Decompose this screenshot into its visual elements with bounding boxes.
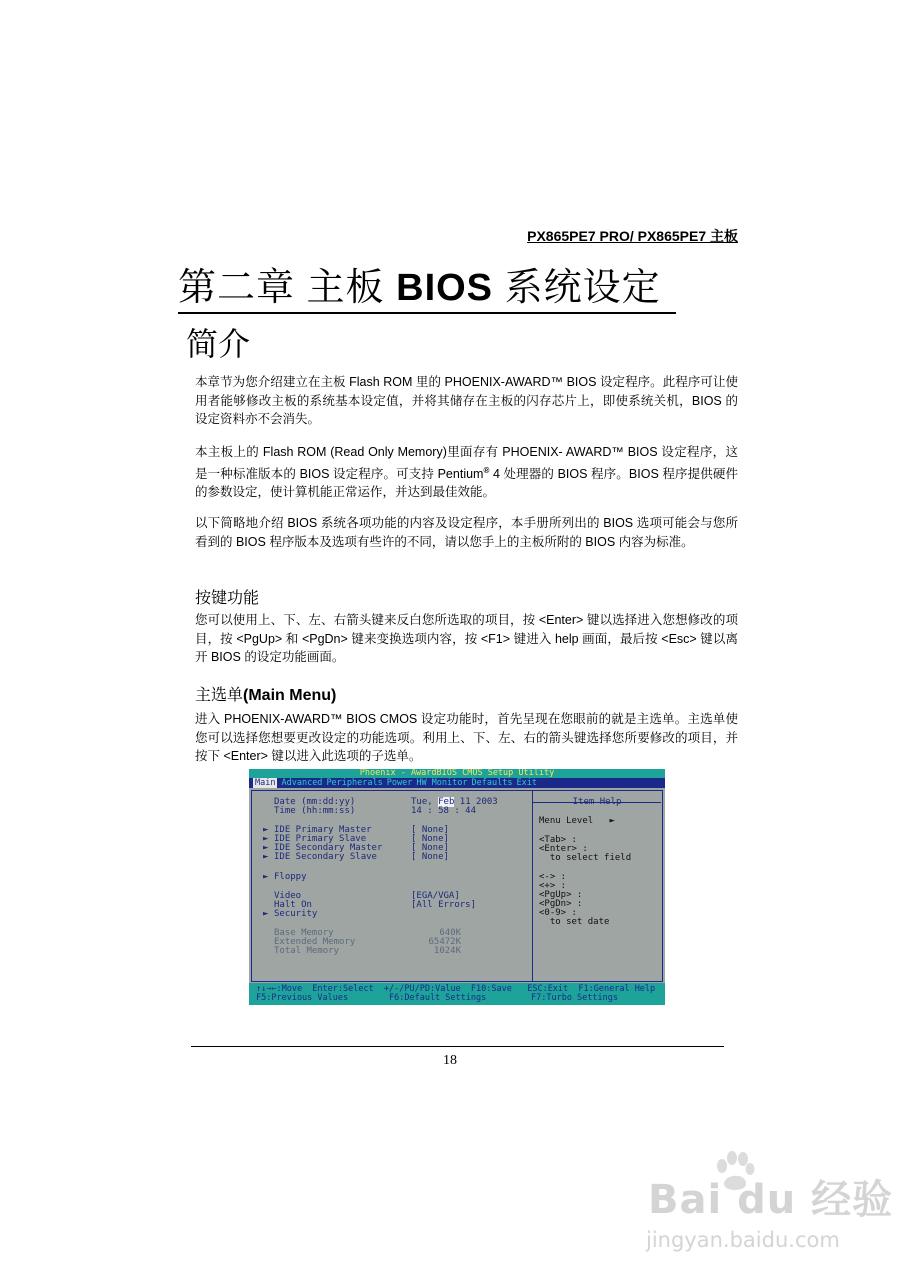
bios-menu-power[interactable]: Power [386,778,413,788]
bios-ide-value: [ None] [411,834,449,844]
bios-menu-advanced[interactable]: Advanced [281,778,323,788]
bios-extended-memory-value: 65472K [428,937,461,947]
bios-help-line: <0-9> : [539,908,577,918]
page-number: 18 [443,1053,457,1068]
bios-panel-divider [532,790,533,981]
bios-date-month-selected[interactable]: Feb [438,797,455,807]
paragraph-3: 以下简略地介绍 BIOS 系统各项功能的内容及设定程序，本手册所列出的 BIOS 选项可能会与您所看到的 BIOS 程序版本及选项有些许的不同，请以您手上的主板所附的 BIOS 内容为标准。 [195,516,738,549]
bios-item-help-title: Item Help [572,797,622,807]
bios-time-value[interactable]: 14 : 58 : 44 [411,806,477,816]
bios-menu-peripherals[interactable]: Peripherals [326,778,383,788]
bios-help-line: <PgUp> : [539,890,583,900]
bios-ide-secondary-master[interactable]: IDE Secondary Master [274,843,383,853]
bios-help-line: <PgDn> : [539,899,583,909]
bios-video-label[interactable]: Video [274,891,302,901]
baidu-watermark [642,1150,894,1270]
bios-time-label[interactable]: Time (hh:mm:ss) [274,806,356,816]
paragraph-2: 本主板上的 Flash ROM (Read Only Memory)里面存有 PHOENIX- AWARD™ BIOS 设定程序，这是一种标准版本的 BIOS 设定程序。可支持 Pentium® 4 处理器的 BIOS 程序。BIOS 程序提供硬件的参数设定，使计算机能正常运作，并达到最佳效能。 [195,445,738,500]
bios-screenshot [249,769,665,1005]
bios-video-value[interactable]: [EGA/VGA] [411,891,460,901]
bios-halt-value[interactable]: [All Errors] [411,900,477,910]
chapter-title-bios: BIOS [396,267,494,309]
bios-total-memory-value: 1024K [433,946,461,956]
watermark-site: jingyan.baidu.com [646,1228,840,1252]
bios-footer-line1: ↑↓→←:Move Enter:Select +/-/PU/PD:Value F10:Save ESC:Exit F1:General Help [256,984,656,994]
chapter-title [178,264,676,314]
bios-menu-bar [249,778,665,788]
bios-menu-exit[interactable]: Exit [516,778,537,788]
bios-total-memory-label: Total Memory [274,946,340,956]
bios-help-line: <Enter> : [539,844,588,854]
bios-ide-value: [ None] [411,852,449,862]
submenu-arrow-icon: ► [263,843,269,853]
bios-base-memory-label: Base Memory [274,928,334,938]
submenu-arrow-icon: ► [263,852,269,862]
bios-halt-label[interactable]: Halt On [274,900,312,910]
submenu-arrow-icon: ► [263,909,269,919]
bios-extended-memory-label: Extended Memory [274,937,356,947]
main-menu-paragraph: 进入 PHOENIX-AWARD™ BIOS CMOS 设定功能时，首先呈现在您眼前的就是主选单。主选单使您可以选择您想要更改设定的功能选项。利用上、下、左、右的箭头键选择您所要修改的项目，并按下 <Enter> 键以进入此选项的子选单。 [195,712,738,763]
bios-help-line: to select field [539,853,632,863]
bios-ide-secondary-slave[interactable]: IDE Secondary Slave [274,852,377,862]
bios-ide-primary-slave[interactable]: IDE Primary Slave [274,834,367,844]
bios-ide-value: [ None] [411,825,449,835]
bios-help-menu-level: Menu Level ► [539,816,615,826]
bios-base-memory-value: 640K [439,928,461,938]
bios-menu-defaults[interactable]: Defaults [471,778,513,788]
bios-help-line: to set date [539,917,610,927]
registered-mark: ® [483,465,490,475]
keys-paragraph: 您可以使用上、下、左、右箭头键来反白您所选取的项目，按 <Enter> 键以选择进入您想修改的项目，按 <PgUp> 和 <PgDn> 键来变换选项内容，按 <F1> 键进入 help 画面，最后按 <Esc> 键以离开 BIOS 的设定功能画面。 [195,613,738,664]
footer-rule [191,1046,724,1047]
bios-help-line: <Tab> : [539,835,577,845]
bios-title-bar: Phoenix - AwardBIOS CMOS Setup Utility [249,769,665,778]
bios-help-line: <-> : [539,872,567,882]
chapter-title-part2: 系统设定 [493,267,661,309]
bios-help-line: <+> : [539,881,567,891]
paragraph-1: 本章节为您介绍建立在主板 Flash ROM 里的 PHOENIX-AWARD™ BIOS 设定程序。此程序可让使用者能够修改主板的系统基本设定值，并将其储存在主板的闪存芯片上，即使系统关机，BIOS 的设定资料亦不会消失。 [195,375,738,426]
bios-date-label[interactable]: Date (mm:dd:yy) [274,797,356,807]
submenu-arrow-icon: ► [263,825,269,835]
keys-heading: 按键功能 [195,590,260,607]
bios-footer-previous-values: F5:Previous Values [256,993,349,1003]
intro-heading: 简介 [186,326,251,362]
bios-menu-main[interactable]: Main [255,778,276,788]
bios-footer-turbo-settings: F7:Turbo Settings [531,993,618,1003]
submenu-arrow-icon: ► [263,834,269,844]
bios-ide-primary-master[interactable]: IDE Primary Master [274,825,372,835]
bios-footer-default-settings: F6:Default Settings [389,993,487,1003]
submenu-arrow-icon: ► [263,872,269,882]
bios-floppy[interactable]: Floppy [274,872,307,882]
document-header: PX865PE7 PRO/ PX865PE7 主板 [527,228,738,244]
bios-security[interactable]: Security [274,909,318,919]
bios-ide-value: [ None] [411,843,449,853]
watermark-logo: Bai du 经验 [648,1177,894,1223]
bios-menu-hw-monitor[interactable]: HW Monitor [416,778,468,788]
bios-date-value[interactable]: Tue, Feb 11 2003 [411,797,498,807]
bios-footer [249,983,665,1005]
chapter-title-part1: 第二章 主板 [178,267,397,309]
main-menu-heading: 主选单(Main Menu) [195,687,337,704]
